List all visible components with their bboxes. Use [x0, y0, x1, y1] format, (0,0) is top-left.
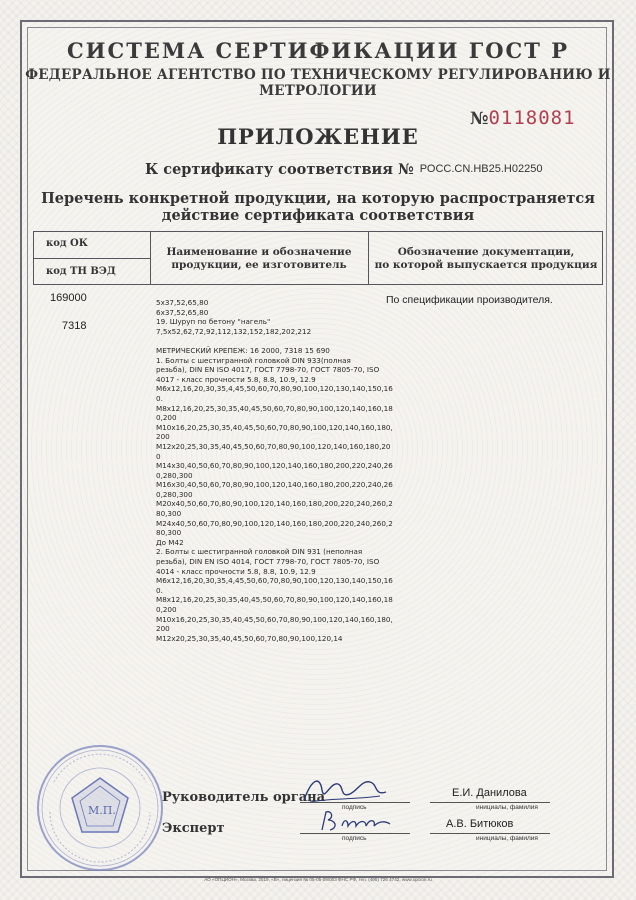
- form-number-prefix: №: [470, 109, 489, 129]
- form-number-value: 0118081: [488, 107, 576, 129]
- head-caption-sign: подпись: [342, 804, 367, 811]
- product-line: 4014 - класс прочности 5.8, 8.8, 10.9, 12.9: [156, 566, 316, 576]
- header-okp: код ОК: [46, 238, 88, 249]
- product-line: 0,280,300: [156, 489, 193, 499]
- product-line: 80,300: [156, 528, 182, 538]
- product-line: 0,200: [156, 413, 177, 423]
- product-line: 200: [156, 624, 170, 634]
- product-line: 200: [156, 432, 170, 442]
- footer-imprint: АО «ОПЦИОН», Москва, 2019, «В», лицензия № 05-05-09/003 ФНС РФ, тел. (495) 726 4742, www.opcion.ru: [204, 877, 432, 882]
- certificate-line: [145, 161, 542, 178]
- product-line: 0,200: [156, 605, 177, 614]
- product-line: M20x40,50,60,70,80,90,100,120,140,160,180,200,220,240,260,2: [156, 499, 393, 509]
- expert-name: А.В. Битюков: [446, 818, 514, 830]
- product-line: M10x16,20,25,30,35,40,45,50,60,70,80,90,100,120,140,160,180,: [156, 614, 393, 624]
- product-line: [156, 336, 376, 346]
- product-line: M6x12,16,20,30,35,4,45,50,60,70,80,90,100,120,130,140,150,16: [156, 384, 393, 394]
- product-line: M12x20,25,30,35,40,45,50,60,70,80,90,100,120,14: [156, 633, 343, 643]
- product-line: M24x40,50,60,70,80,90,100,120,140,160,180,200,220,240,260,2: [156, 518, 393, 528]
- product-line: 19. Шуруп по бетону "нагель": [156, 317, 271, 327]
- subtitle-line-1: Перечень конкретной продукции, на которую распространяется: [41, 190, 595, 207]
- product-line: 0,280,300: [156, 470, 193, 480]
- products-table-header: [33, 231, 603, 285]
- expert-name-line: [430, 833, 550, 834]
- product-line: До M42: [156, 537, 184, 547]
- documentation-reference: По спецификации производителя.: [386, 294, 553, 306]
- product-line: M8x12,16,20,25,30,35,40,45,50,60,70,80,90,100,120,140,160,18: [156, 595, 393, 605]
- header-documentation-line: Обозначение документации,: [397, 246, 575, 258]
- product-line: 80,300: [156, 509, 182, 519]
- product-line: M10x16,20,25,30,35,40,45,50,60,70,80,90,100,120,140,160,180,: [156, 422, 393, 432]
- header-tnved: код ТН ВЭД: [46, 266, 116, 277]
- header-documentation-line: по которой выпускается продукция: [374, 259, 598, 271]
- product-line: M8x12,16,20,25,30,35,40,45,50,60,70,80,90,100,120,140,160,18: [156, 403, 393, 413]
- header-documentation: [368, 246, 604, 272]
- document-subtitle: [0, 190, 636, 224]
- expert-caption-sign: подпись: [342, 835, 367, 842]
- head-name: Е.И. Данилова: [452, 787, 527, 799]
- product-line: резьба), DIN EN ISO 4014, ГОСТ 7798-70, ГОСТ 7805-70, ISO: [156, 557, 380, 567]
- head-name-line: [430, 802, 550, 803]
- product-line: M12x20,25,30,35,40,45,50,60,70,80,90,100,120,140,160,180,20: [156, 441, 391, 451]
- header-product-name-line: продукции, ее изготовитель: [171, 259, 347, 271]
- certificate-label: К сертификату соответствия №: [145, 161, 414, 178]
- expert-caption-name: инициалы, фамилия: [476, 835, 538, 842]
- agency-title: ФЕДЕРАЛЬНОЕ АГЕНТСТВО ПО ТЕХНИЧЕСКОМУ РЕГУЛИРОВАНИЮ И МЕТРОЛОГИИ: [25, 67, 611, 99]
- certificate-number: РОСС.CN.НВ25.Н02250: [419, 163, 543, 175]
- subtitle-line-2: действие сертификата соответствия: [161, 207, 475, 224]
- product-line: M14x30,40,50,60,70,80,90,100,120,140,160,180,200,220,240,26: [156, 461, 393, 471]
- row-divider: [34, 258, 150, 259]
- product-line: 4017 - класс прочности 5.8, 8.8, 10.9, 12.9: [156, 374, 316, 384]
- product-line: МЕТРИЧЕСКИЙ КРЕПЕЖ: 16 2000, 7318 15 690: [156, 345, 330, 355]
- product-line: M6x12,16,20,30,35,4,45,50,60,70,80,90,100,120,130,140,150,16: [156, 576, 393, 586]
- product-list: [156, 298, 393, 643]
- seal-initials: М.П.: [88, 804, 116, 817]
- tnved-code: 7318: [62, 320, 87, 332]
- product-line: M16x30,40,50,60,70,80,90,100,120,140,160,180,200,220,240,26: [156, 480, 393, 490]
- header-product-name: [150, 246, 368, 272]
- head-signature-icon: [300, 772, 390, 808]
- document-title: ПРИЛОЖЕНИЕ: [217, 124, 419, 149]
- head-label: Руководитель органа: [162, 790, 326, 805]
- product-line: 0: [156, 451, 161, 461]
- product-line: 5x37,52,65,80: [156, 298, 209, 307]
- product-line: 0.: [156, 393, 163, 403]
- header-product-name-line: Наименование и обозначение: [166, 246, 352, 258]
- okp-code: 169000: [50, 292, 87, 304]
- product-line: 0.: [156, 585, 163, 595]
- product-line: 2. Болты с шестигранной головкой DIN 931 (неполная: [156, 547, 363, 557]
- system-title: СИСТЕМА СЕРТИФИКАЦИИ ГОСТ Р: [66, 38, 570, 63]
- product-line: 1. Болты с шестигранной головкой DIN 933(полная: [156, 355, 351, 365]
- product-line: 6x37,52,65,80: [156, 307, 209, 317]
- expert-signature-icon: [318, 806, 398, 836]
- seal-stamp-icon: [34, 742, 166, 874]
- product-line: 7,5x52,62,72,92,112,132,152,182,202,212: [156, 326, 312, 336]
- product-line: резьба), DIN EN ISO 4017, ГОСТ 7798-70, ГОСТ 7805-70, ISO: [156, 365, 380, 375]
- head-caption-name: инициалы, фамилия: [476, 804, 538, 811]
- expert-label: Эксперт: [162, 821, 225, 836]
